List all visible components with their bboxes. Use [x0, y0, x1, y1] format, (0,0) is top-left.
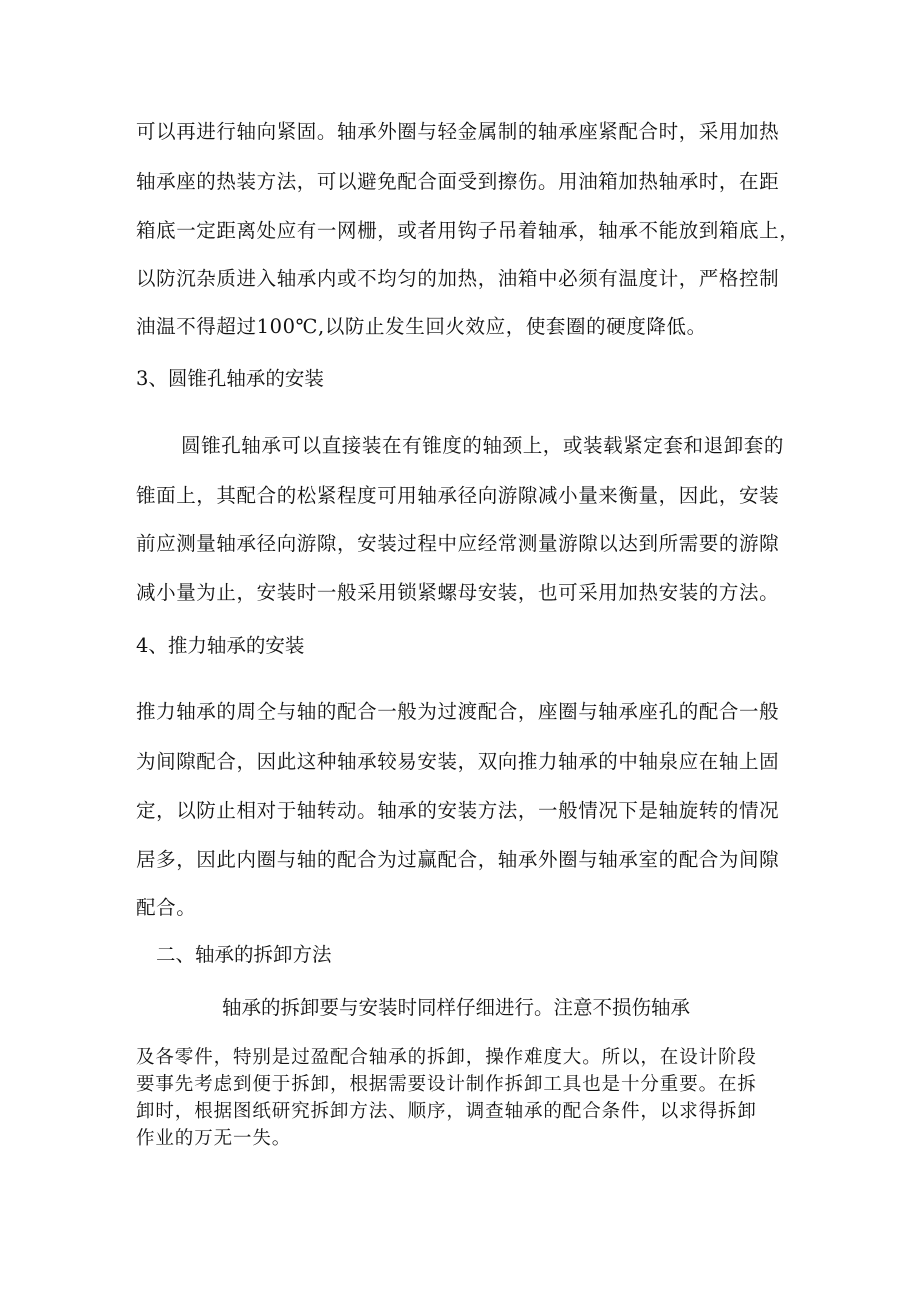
paragraph-line: 卸时，根据图纸研究拆卸方法、顺序，调查轴承的配合条件，以求得拆卸: [136, 1101, 757, 1122]
paragraph-line: 为间隙配合，因此这种轴承较易安装，双向推力轴承的中轴泉应在轴上固: [136, 750, 780, 773]
paragraph-line: 配合。: [136, 896, 197, 919]
paragraph-line: 减小量为止，安装时一般采用锁紧螺母安装，也可采用加热安装的方法。: [136, 581, 780, 604]
paragraph-line: 前应测量轴承径向游隙，安装过程中应经常测量游隙以达到所需要的游隙: [136, 532, 780, 555]
section-heading: 3、圆锥孔轴承的安装: [136, 367, 324, 390]
paragraph-line: 及各零件，特别是过盈配合轴承的拆卸，操作难度大。所以，在设计阶段: [136, 1047, 757, 1068]
paragraph-line: 锥面上，其配合的松紧程度可用轴承径向游隙减小量来衡量，因此，安装: [136, 484, 780, 507]
paragraph-line: 轴承座的热装方法，可以避免配合面受到擦伤。用油箱加热轴承时，在距: [136, 170, 780, 193]
paragraph-line: 圆锥孔轴承可以直接装在有锥度的轴颈上，或装载紧定套和退卸套的: [181, 434, 785, 457]
paragraph-line: 以防沉杂质进入轴承内或不均匀的加热，油箱中必须有温度计，严格控制: [136, 267, 780, 290]
paragraph-line: 油温不得超过100℃,以防止发生回火效应，使套圈的硬度降低。: [136, 315, 707, 338]
paragraph-line: 居多，因此内圈与轴的配合为过赢配合，轴承外圈与轴承室的配合为间隙: [136, 848, 780, 871]
section-heading: 4、推力轴承的安装: [136, 634, 305, 657]
paragraph-line: 轴承的拆卸要与安装时同样仔细进行。注意不损伤轴承: [222, 996, 691, 1019]
paragraph-line: 要事先考虑到便于拆卸，根据需要设计制作拆卸工具也是十分重要。在拆: [136, 1074, 757, 1095]
section-heading: 二、轴承的拆卸方法: [156, 943, 332, 966]
paragraph-line: 可以再进行轴向紧固。轴承外圈与轻金属制的轴承座紧配合时，采用加热: [136, 120, 780, 143]
paragraph-line: 定，以防止相对于轴转动。轴承的安装方法，一般情况下是轴旋转的情况: [136, 799, 780, 822]
paragraph-line: 作业的万无一失。: [136, 1128, 292, 1149]
paragraph-line: 推力轴承的周仝与轴的配合一般为过渡配合，座圈与轴承座孔的配合一般: [136, 700, 780, 723]
paragraph-line: 箱底一定距离处应有一网栅，或者用钩子吊着轴承，轴承不能放到箱底上，: [136, 219, 800, 242]
